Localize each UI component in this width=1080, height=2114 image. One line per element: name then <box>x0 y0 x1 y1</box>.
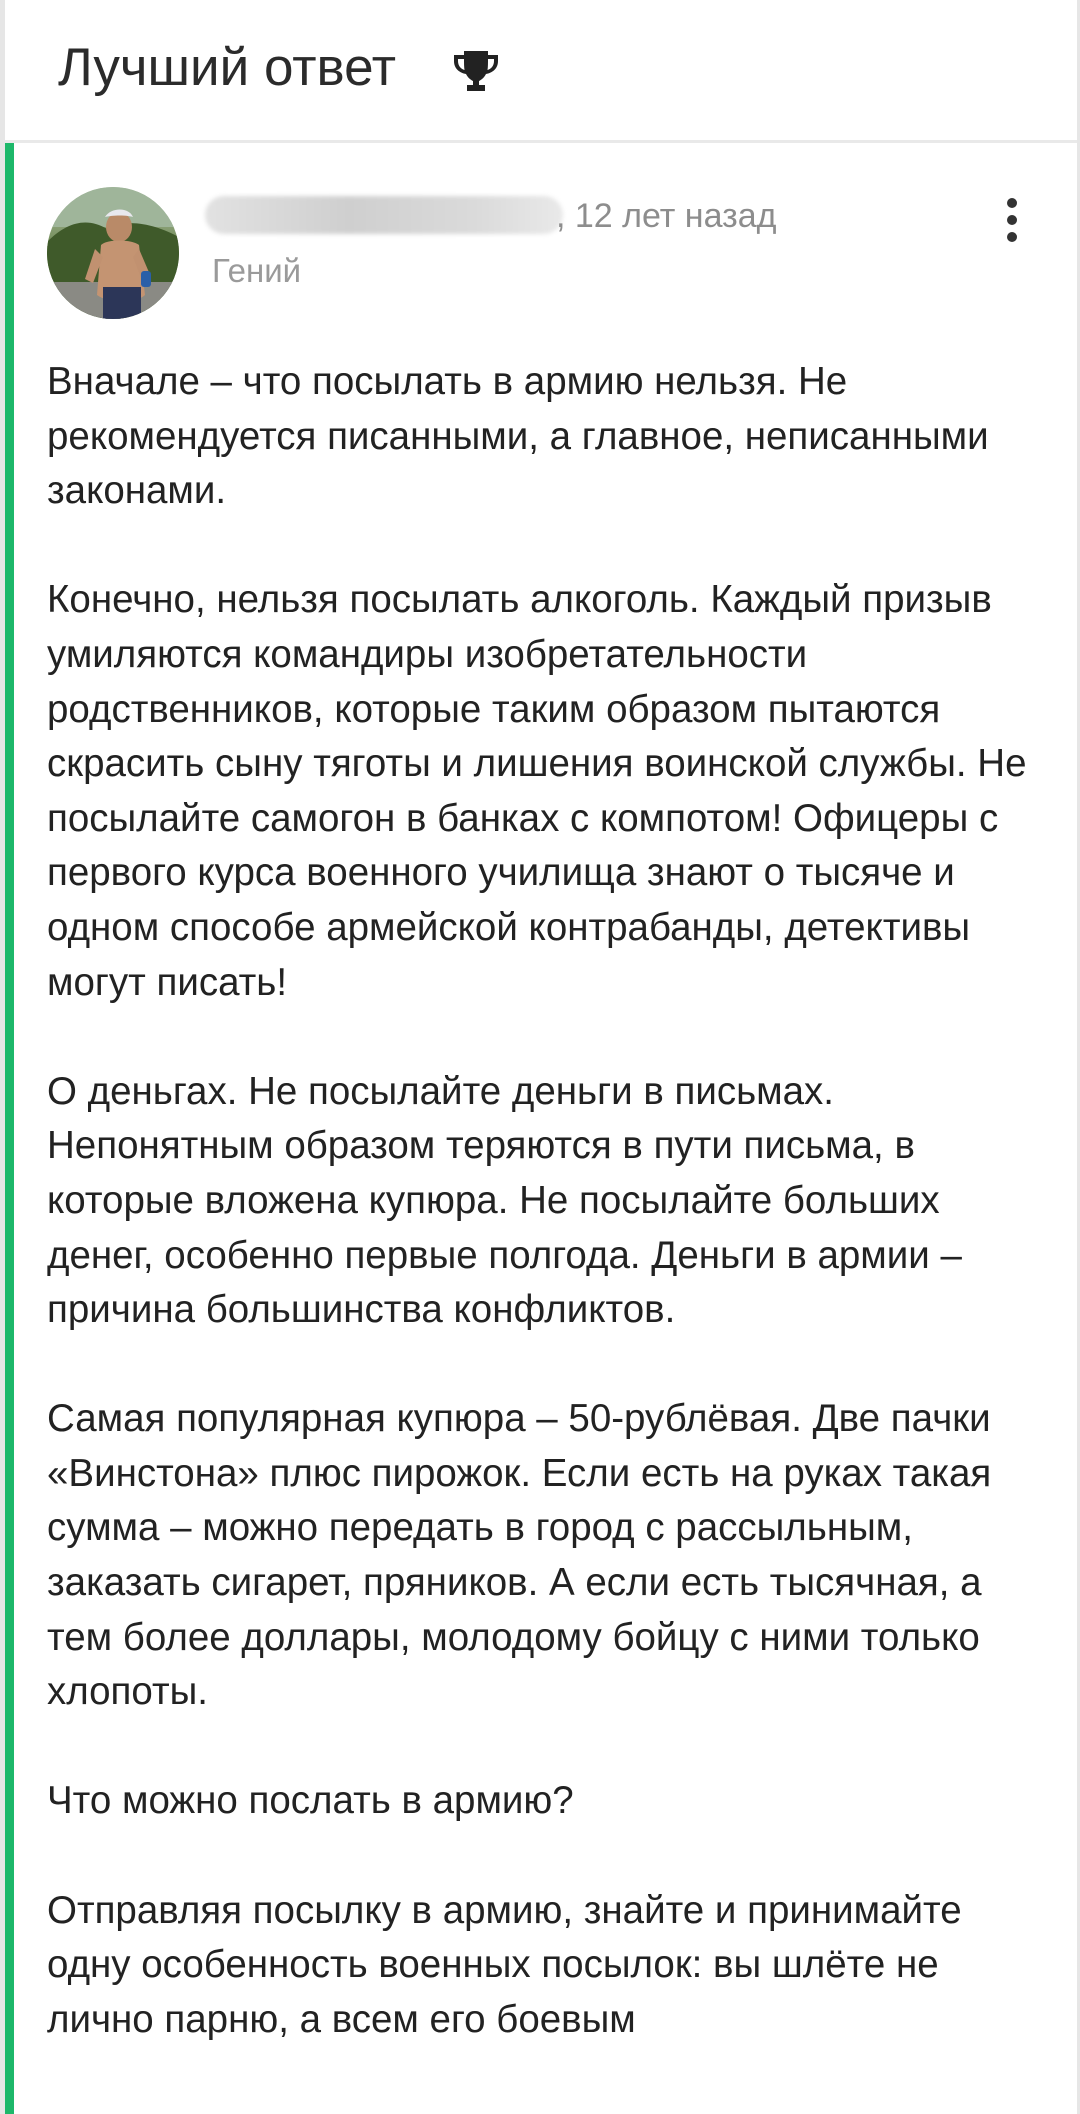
more-options-button[interactable] <box>990 190 1034 250</box>
author-avatar[interactable] <box>47 187 179 319</box>
author-name-blurred[interactable] <box>205 196 563 234</box>
answer-paragraph: Отправляя посылку в армию, знайте и принимайте одну особенность военных посылок: вы шлёте не лично парню, а всем его боевым <box>47 1888 962 2041</box>
answer-paragraph: О деньгах. Не посылайте деньги в письмах. Непонятным образом теряются в пути письма, в которые вложена купюра. Не посылайте больших денег, особенно первые полгода. Деньги в армии – причина большинства конфликтов. <box>47 1069 962 1332</box>
author-rank: Гений <box>212 252 302 289</box>
more-vertical-icon <box>1007 198 1017 208</box>
page-title: Лучший ответ <box>58 38 397 97</box>
answer-paragraph: Что можно послать в армию? <box>47 1779 574 1823</box>
best-answer-accent-bar <box>5 143 14 2114</box>
more-vertical-icon-dot <box>1007 215 1017 225</box>
more-vertical-icon-dot <box>1007 232 1017 242</box>
best-answer-header <box>5 0 1077 143</box>
answer-timestamp: , 12 лет назад <box>556 197 777 235</box>
avatar-photo <box>47 187 179 319</box>
answer-paragraph: Конечно, нельзя посылать алкоголь. Каждый призыв умиляются командиры изобретательности родственников, которые таким образом пытаются скрасить сыну тяготы и лишения воинской службы. Не посылайте самогон в банках с компотом! Офицеры с первого курса военного училища знают о тысяче и одном способе армейской контрабанды, детективы могут писать! <box>47 578 1027 1004</box>
answer-body <box>47 355 1047 2102</box>
answer-paragraph: Самая популярная купюра – 50-рублёвая. Две пачки «Винстона» плюс пирожок. Если есть на руках такая сумма – можно передать в город с рассыльным, заказать сигарет, пряников. А если есть тысячная, а тем более доллары, молодому бойцу с ними только хлопоты. <box>47 1397 992 1714</box>
trophy-icon <box>452 49 500 95</box>
answer-paragraph: Вначале – что посылать в армию нельзя. Не рекомендуется писанными, а главное, неписанными законами. <box>47 360 989 513</box>
